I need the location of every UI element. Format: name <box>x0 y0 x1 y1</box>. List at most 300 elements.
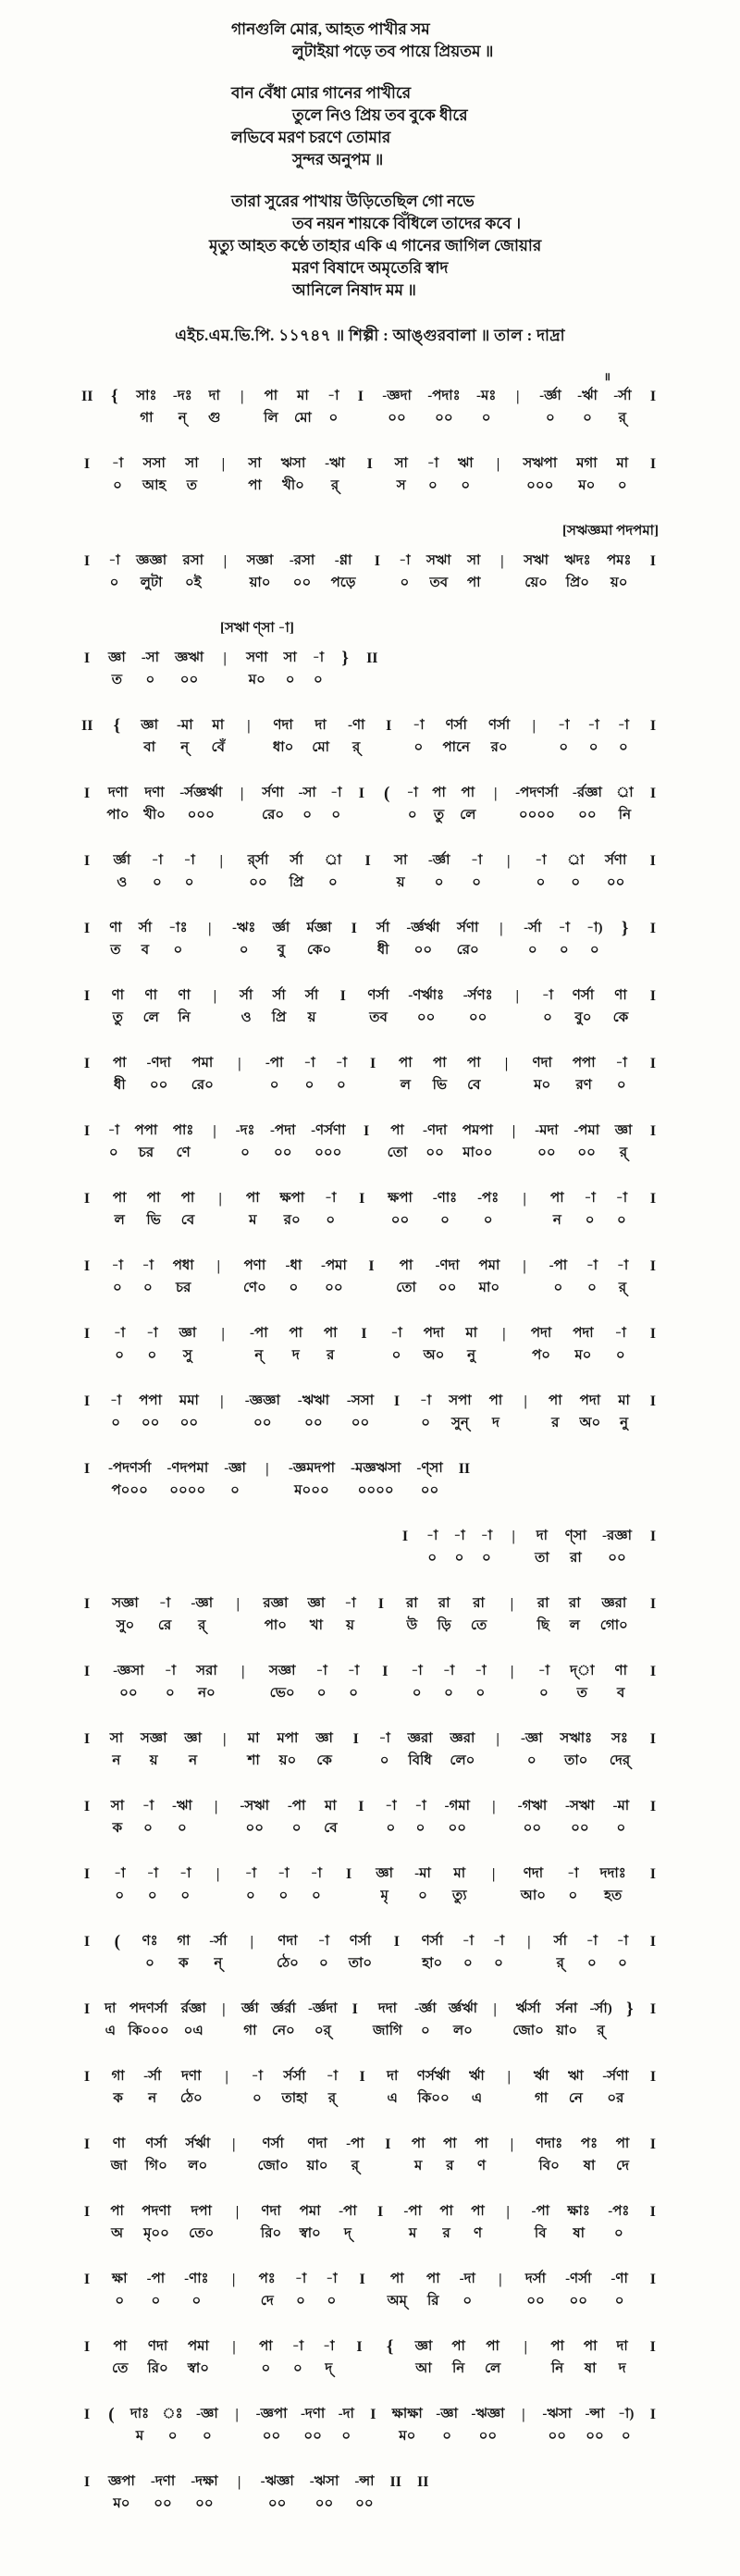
note-token <box>538 1662 549 1706</box>
bar-separator <box>228 2270 240 2289</box>
note-text: I <box>83 553 91 569</box>
bar-separator <box>385 2337 396 2357</box>
note-text: -দা <box>459 2272 475 2286</box>
note-token <box>535 1527 549 1571</box>
note-text: I <box>401 1529 409 1544</box>
lyric-syllable: ০ <box>400 576 410 590</box>
note-token <box>248 454 262 499</box>
note-text: -া <box>114 1866 126 1881</box>
lyric-syllable: ল০ <box>452 2024 473 2038</box>
note-token <box>467 1054 481 1098</box>
note-text: | <box>493 2001 497 2017</box>
note-text: ণদা <box>261 2204 281 2219</box>
note-token <box>613 387 631 431</box>
lyric-syllable: তে <box>470 1618 487 1633</box>
bar-separator <box>204 919 216 938</box>
note-token <box>586 919 602 963</box>
bar-separator <box>81 551 92 571</box>
note-text: II <box>416 2474 429 2490</box>
lyric-syllable: অম্ <box>387 2294 407 2309</box>
lyric-syllable: রে০ <box>191 1078 214 1093</box>
lyric-syllable: র্ <box>597 2024 605 2038</box>
record-info: এইচ.এম.ভি.পি. ১১৭৪৭ ॥ শিল্পী : আঙ্গুরবালা ॥ তাল : দাদ্রা <box>175 327 565 344</box>
note-text: ণা <box>178 988 191 1003</box>
bar-separator <box>232 2202 243 2222</box>
note-text: র্া <box>567 853 585 868</box>
lyric-syllable: তা <box>535 1551 549 1566</box>
lyric-syllable: ন্ <box>180 740 190 755</box>
bar-separator <box>496 919 507 938</box>
lyric-syllable: ০ <box>230 1483 240 1498</box>
lyric-syllable: পা০ <box>106 808 130 823</box>
note-text: I <box>382 1664 388 1679</box>
note-text: | <box>216 1866 220 1882</box>
lyric-syllable: ন <box>552 1213 561 1228</box>
note-token <box>615 1662 627 1706</box>
notation-row <box>81 2135 659 2179</box>
lyric-syllable: ০ <box>151 2294 161 2309</box>
note-token <box>312 716 329 761</box>
lyric-syllable: কে <box>316 1753 332 1768</box>
lyric-syllable: ০ <box>311 1889 321 1903</box>
note-text: -া <box>411 1664 423 1678</box>
note-text: -পমা <box>320 1258 347 1273</box>
note-text: জ্ঞা <box>108 650 126 665</box>
lyric-syllable: ০ <box>618 740 628 755</box>
lyric-syllable: ঠে০ <box>277 1956 299 1971</box>
lyric-line: মরণ বিষাদে অমৃতেরি স্বাদ <box>292 259 449 277</box>
bar-separator <box>81 1662 92 1681</box>
note-text: দা <box>105 2001 117 2016</box>
bar-separator <box>508 1121 519 1141</box>
note-text: I <box>649 1056 656 1071</box>
lyric-syllable: রি০ <box>260 2226 282 2241</box>
note-token <box>180 2067 203 2112</box>
note-text: জ্ঞা <box>179 1326 197 1341</box>
lyric-syllable: ০ <box>454 1551 464 1566</box>
lyric-syllable: ০ <box>536 875 546 890</box>
bar-separator <box>375 2202 386 2222</box>
note-text: র্জ্ঞা <box>113 853 131 868</box>
note-token <box>184 1729 202 1774</box>
note-token <box>177 716 193 761</box>
note-text: I <box>359 1191 365 1207</box>
bar-separator <box>390 2472 401 2492</box>
note-token <box>521 1729 543 1774</box>
note-text: ঋসা <box>280 456 306 471</box>
lyric-syllable: র্ <box>618 411 627 426</box>
note-text: পা <box>246 1191 260 1206</box>
note-text: র্মজ্ঞা <box>306 921 332 935</box>
note-text: ণা <box>112 2136 126 2151</box>
bar-separator <box>246 1932 257 1951</box>
bar-separator <box>81 2270 92 2289</box>
note-text: দা <box>314 718 327 733</box>
lyric-syllable: য়া০ <box>249 576 271 590</box>
note-text: দা <box>536 1529 549 1543</box>
note-text: I <box>649 2339 656 2355</box>
lyric-syllable: ০ <box>167 2429 178 2444</box>
bar-separator <box>507 1662 518 1681</box>
note-token <box>457 919 479 963</box>
note-token <box>568 2067 584 2112</box>
note-token <box>534 2067 549 2112</box>
lyric-syllable: তা০ <box>348 1956 373 1971</box>
note-text: { <box>386 2337 394 2357</box>
note-text: র্ঋা <box>533 2069 549 2084</box>
bar-separator <box>357 2067 368 2087</box>
bar-separator <box>489 2000 500 2019</box>
note-token <box>395 454 408 499</box>
lyric-syllable: ০০০০ <box>169 1483 206 1498</box>
note-text: পা <box>399 1056 413 1071</box>
lyric-syllable: র্ <box>330 478 339 493</box>
note-token <box>567 851 584 896</box>
bar-separator <box>366 649 377 668</box>
note-text: জ্ঞা <box>141 718 159 733</box>
lyric-line: মৃত্যু আহত কণ্ঠে তাহার একি এ গানের জাগিল জোয়ার <box>209 237 542 254</box>
bar-separator <box>81 1257 92 1276</box>
note-text: র্সনা <box>556 2001 578 2016</box>
lyric-line: লভিবে মরণ চরণে তোমার <box>231 129 391 146</box>
note-text: র্সর্ঋা <box>185 2136 211 2151</box>
note-text: I <box>83 853 91 869</box>
note-text: II <box>389 2474 401 2490</box>
lyric-syllable: ০ <box>546 411 555 426</box>
notation-row <box>81 1527 659 1571</box>
note-text: -র্সণঃ <box>462 988 493 1003</box>
lyric-syllable: ০ <box>316 1686 327 1701</box>
note-text: র্সা <box>138 921 153 935</box>
lyric-syllable: নে <box>568 2091 583 2106</box>
notation-row <box>81 851 659 896</box>
note-text: -া) <box>618 2407 635 2421</box>
note-text: -সা <box>298 786 316 800</box>
note-text: | <box>507 853 511 869</box>
lyric-syllable: তা০ <box>564 1753 588 1768</box>
note-token <box>186 2135 211 2179</box>
note-text: -পা <box>531 2204 550 2219</box>
lyric-syllable: ০ <box>328 875 338 890</box>
notation-row <box>81 1662 659 1706</box>
note-text: | <box>225 2069 228 2085</box>
bar-separator <box>376 1594 387 1614</box>
note-token <box>416 1459 442 1504</box>
note-text: -া <box>535 853 547 868</box>
lyric-syllable: ০ <box>444 1686 453 1701</box>
note-text: সা <box>283 650 297 665</box>
note-text: পপা <box>134 1123 158 1138</box>
note-text: | <box>232 2339 236 2355</box>
note-text: -ন্সা <box>354 2474 375 2489</box>
note-token <box>573 1054 596 1098</box>
lyric-syllable: ০ <box>113 478 122 493</box>
note-token <box>567 1864 578 1909</box>
note-text: ণর্সা <box>445 718 467 733</box>
bar-separator <box>379 1662 390 1681</box>
lyric-syllable: ০০ <box>303 2429 322 2444</box>
bar-separator <box>648 1729 659 1749</box>
note-token <box>262 784 284 828</box>
note-text: | <box>499 2272 502 2287</box>
note-token <box>576 454 598 499</box>
note-token <box>569 1594 581 1639</box>
note-text: I <box>649 1799 657 1814</box>
note-token <box>185 454 198 499</box>
note-text: -া <box>323 2339 335 2354</box>
bar-separator <box>81 1459 92 1479</box>
note-token <box>339 2405 354 2449</box>
bar-separator <box>363 851 374 871</box>
note-text: -া <box>278 1866 290 1881</box>
note-text: I <box>358 1799 364 1814</box>
note-token <box>460 784 475 828</box>
note-text: -পা <box>346 2136 364 2151</box>
note-text: রসা <box>182 553 204 568</box>
bar-separator <box>499 1324 510 1344</box>
note-token <box>147 2270 166 2314</box>
lyric-syllable: আ০ <box>520 1889 547 1903</box>
note-text: -দঃ <box>235 1123 255 1138</box>
lyric-syllable: ০০০০ <box>357 1483 394 1498</box>
note-token <box>325 851 341 896</box>
lyric-line: আনিলে নিষাদ মম ॥ <box>292 281 416 299</box>
lyric-syllable: ০০ <box>325 1281 343 1295</box>
note-text: II <box>81 718 93 734</box>
lyric-syllable: বু <box>277 943 286 958</box>
lyric-syllable: তে০ <box>189 2226 215 2241</box>
lyric-syllable: য়০ <box>278 1753 297 1768</box>
note-token <box>184 2270 208 2314</box>
lyric-syllable: ০ <box>559 943 569 958</box>
bar-separator <box>228 2337 240 2357</box>
bar-separator <box>232 1594 243 1614</box>
note-text: ঋদঃ <box>564 553 591 568</box>
note-text: I <box>649 921 656 936</box>
note-token <box>307 2135 328 2179</box>
bar-separator <box>648 387 659 406</box>
note-token <box>550 1189 564 1233</box>
note-text: | <box>223 650 227 666</box>
note-text: পা <box>146 1191 161 1206</box>
note-text: -া <box>109 1393 122 1408</box>
note-token <box>413 716 424 761</box>
lyric-syllable: ত <box>576 1686 587 1701</box>
note-token <box>290 1324 303 1368</box>
bar-separator <box>648 2135 659 2154</box>
note-text: -গমা <box>444 1799 471 1814</box>
note-token <box>420 1392 431 1436</box>
bar-separator <box>81 2202 92 2222</box>
note-token <box>376 1864 393 1909</box>
note-token <box>388 1121 408 1166</box>
note-text: I <box>358 786 364 801</box>
note-text: পঃ <box>580 2136 598 2151</box>
note-token <box>129 2000 169 2044</box>
note-token <box>272 986 287 1031</box>
lyric-syllable: ল০ <box>188 2159 208 2174</box>
lyric-syllable: ০ <box>442 2429 451 2444</box>
notation-row <box>81 1189 659 1233</box>
note-token <box>586 1257 598 1301</box>
note-text: দপা <box>191 2204 212 2219</box>
lyric-syllable: ০০ <box>416 1010 436 1025</box>
note-text: -া <box>616 1258 629 1273</box>
lyric-syllable: ন <box>148 2091 157 2106</box>
note-text: র্সা <box>376 921 390 935</box>
lyric-syllable: তব <box>429 576 449 590</box>
note-token <box>589 2000 611 2044</box>
bar-separator <box>648 1797 659 1816</box>
note-text: -া <box>335 1056 348 1071</box>
note-token <box>406 1594 418 1639</box>
lyric-syllable: ০০ <box>267 2496 287 2511</box>
lyric-syllable: ০ <box>415 1821 426 1836</box>
note-token <box>241 2000 259 2044</box>
note-text: র্সা <box>272 988 286 1003</box>
lyric-syllable: ০ <box>289 1281 299 1295</box>
note-text: সঋা <box>524 553 549 568</box>
note-text: ক্ষপা <box>388 1191 413 1206</box>
lyric-syllable: ০০ <box>355 2496 374 2511</box>
note-token <box>146 1189 160 1233</box>
note-text: I <box>649 988 656 1004</box>
note-token <box>142 1257 154 1301</box>
note-text: পমঃ <box>606 553 632 568</box>
note-text: পমা <box>299 2204 321 2219</box>
lyric-syllable: ০০ <box>262 2429 281 2444</box>
note-text: পা <box>264 389 278 403</box>
note-text: I <box>361 1326 367 1342</box>
note-text: ণদা <box>278 1934 298 1949</box>
lyric-syllable: নি <box>618 808 632 823</box>
note-text: -া <box>558 718 570 733</box>
note-token <box>394 851 407 896</box>
bar-separator <box>648 2270 659 2289</box>
note-token <box>462 1121 493 1166</box>
lyric-syllable: তব <box>369 1010 388 1025</box>
notation-row <box>81 919 659 963</box>
note-text: | <box>507 2069 512 2085</box>
bar-separator <box>372 551 383 571</box>
lyric-syllable: ও <box>240 1010 252 1025</box>
bar-separator <box>503 851 514 871</box>
lyric-syllable: ০০ <box>435 411 453 426</box>
note-token <box>177 1932 190 1976</box>
lyric-syllable: ০০ <box>523 1821 542 1836</box>
lyric-syllable: র্ <box>556 1956 564 1971</box>
lyric-syllable: য় <box>396 875 405 890</box>
lyric-syllable: ০০ <box>195 2496 214 2511</box>
lyric-syllable: য়া০ <box>556 2024 578 2038</box>
notation-row <box>81 784 659 828</box>
note-token <box>399 551 410 596</box>
note-text: I <box>83 650 91 666</box>
bar-separator <box>648 716 659 736</box>
bar-separator <box>357 2270 368 2289</box>
note-text: পদণর্সা <box>129 2001 168 2016</box>
notation-row <box>81 649 659 693</box>
lyric-syllable: ০ <box>318 1956 328 1971</box>
note-token <box>535 851 546 896</box>
lyric-syllable: ০ <box>246 1889 255 1903</box>
note-text: I <box>351 921 357 936</box>
lyric-syllable: র <box>551 1416 560 1430</box>
note-text: I <box>83 2407 91 2422</box>
bar-separator <box>503 2067 514 2087</box>
note-text: -া <box>146 1866 158 1881</box>
bar-separator <box>81 716 92 736</box>
note-text: II <box>458 1461 471 1477</box>
note-text: রা <box>438 1596 450 1611</box>
lyric-syllable: ০ <box>261 2361 271 2376</box>
bar-separator <box>524 1932 535 1951</box>
lyric-syllable: ০০ <box>253 1416 272 1430</box>
note-token <box>173 387 192 431</box>
note-text: I <box>370 2407 376 2422</box>
lyric-syllable: ০ <box>293 2361 302 2376</box>
lyric-syllable: ০ <box>616 1821 626 1836</box>
bar-separator <box>490 784 501 803</box>
lyric-syllable: ০০০০ <box>518 808 555 823</box>
bar-separator <box>361 1121 372 1141</box>
lyric-syllable: ক <box>179 1956 189 1971</box>
note-text: -দঃ <box>172 389 192 403</box>
lyric-syllable: ত্যু <box>451 1889 467 1903</box>
note-text: I <box>649 1934 657 1950</box>
note-text: পমপা <box>462 1123 493 1138</box>
note-text: -া <box>462 1934 475 1949</box>
note-text: -সঋা <box>565 1799 595 1814</box>
note-text: -া <box>617 718 630 733</box>
lyric-syllable: ভে০ <box>269 1686 295 1701</box>
note-text: পা <box>443 2136 457 2151</box>
lyric-syllable: ০ <box>239 943 249 958</box>
lyric-line: তুলে নিও প্রিয় তব বুকে ধীরে <box>292 106 468 124</box>
notation-row <box>81 1459 659 1504</box>
note-text: -ঋঋা <box>297 1393 329 1408</box>
note-token <box>325 1189 336 1233</box>
lyric-syllable: ণে০ <box>242 1281 266 1295</box>
note-token <box>426 1527 438 1571</box>
bar-separator <box>237 784 248 803</box>
note-text: সঋপা <box>523 456 558 471</box>
note-text: -া <box>413 718 425 733</box>
note-text: ণর্সা <box>262 2136 284 2151</box>
note-text: -জ্ঞা <box>520 1731 543 1746</box>
note-text: পধা <box>172 1258 194 1273</box>
note-token <box>559 919 570 963</box>
note-token <box>327 387 339 431</box>
note-token <box>240 1797 269 1841</box>
note-text: I <box>649 2272 656 2287</box>
note-token <box>477 1189 499 1233</box>
note-token <box>261 2202 281 2247</box>
note-text: পা <box>439 2204 453 2219</box>
note-text: I <box>649 1664 657 1679</box>
lyric-syllable: স্বা০ <box>299 2226 321 2241</box>
note-text: | <box>510 1596 514 1612</box>
lyric-syllable: ০ <box>462 2294 473 2309</box>
lyric-syllable: ০০ <box>314 2496 334 2511</box>
lyric-syllable: তো <box>396 1281 416 1295</box>
bar-separator <box>81 2135 92 2154</box>
note-text: I <box>83 1191 91 1207</box>
lyric-syllable: ০ <box>618 1956 627 1971</box>
note-text: পদা <box>573 1326 594 1341</box>
note-token <box>373 2000 402 2044</box>
note-token <box>142 649 159 693</box>
